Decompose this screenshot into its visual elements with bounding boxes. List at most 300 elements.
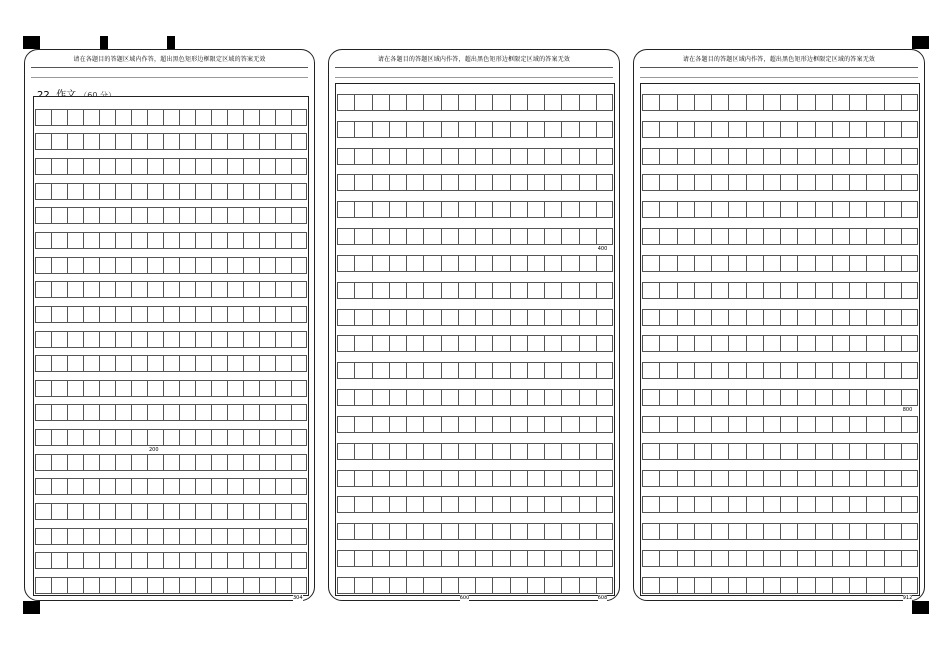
grid-cell[interactable] [797,389,814,406]
grid-cell[interactable] [423,121,440,138]
grid-cell[interactable] [211,257,227,274]
grid-cell[interactable] [728,228,745,245]
grid-cell[interactable] [677,389,694,406]
grid-cell[interactable] [596,121,613,138]
grid-cell[interactable] [337,309,354,326]
grid-cell[interactable] [354,148,371,165]
grid-cell[interactable] [179,429,195,446]
grid-cell[interactable] [746,550,763,567]
grid-cell[interactable] [561,148,578,165]
grid-cell[interactable] [406,416,423,433]
grid-cell[interactable] [389,148,406,165]
grid-cell[interactable] [458,94,475,111]
grid-cell[interactable] [372,148,389,165]
writing-grid-right[interactable] [640,83,920,601]
grid-cell[interactable] [458,121,475,138]
grid-cell[interactable] [458,255,475,272]
grid-cell[interactable] [195,355,211,372]
grid-cell[interactable] [866,282,883,299]
grid-cell[interactable] [243,528,259,545]
grid-cell[interactable] [406,201,423,218]
grid-cell[interactable] [354,282,371,299]
grid-cell[interactable] [510,255,527,272]
grid-cell[interactable] [728,577,745,594]
grid-cell[interactable] [659,577,676,594]
grid-cell[interactable] [832,228,849,245]
grid-cell[interactable] [147,429,163,446]
grid-cell[interactable] [131,158,147,175]
grid-cell[interactable] [131,306,147,323]
grid-cell[interactable] [211,306,227,323]
grid-cell[interactable] [147,257,163,274]
grid-cell[interactable] [67,380,83,397]
grid-cell[interactable] [195,454,211,471]
grid-cell[interactable] [163,133,179,150]
grid-cell[interactable] [67,404,83,421]
grid-cell[interactable] [195,257,211,274]
grid-cell[interactable] [458,335,475,352]
grid-cell[interactable] [211,577,227,594]
grid-cell[interactable] [51,577,67,594]
grid-cell[interactable] [832,496,849,513]
grid-cell[interactable] [291,429,307,446]
grid-cell[interactable] [642,94,659,111]
grid-cell[interactable] [797,174,814,191]
grid-cell[interactable] [815,389,832,406]
grid-cell[interactable] [763,148,780,165]
grid-cell[interactable] [67,331,83,348]
grid-cell[interactable] [406,523,423,540]
grid-cell[interactable] [458,309,475,326]
grid-cell[interactable] [763,577,780,594]
grid-cell[interactable] [711,255,728,272]
grid-cell[interactable] [423,309,440,326]
grid-cell[interactable] [372,416,389,433]
grid-cell[interactable] [694,174,711,191]
grid-cell[interactable] [677,228,694,245]
grid-cell[interactable] [728,550,745,567]
grid-cell[interactable] [492,577,509,594]
grid-cell[interactable] [642,577,659,594]
grid-cell[interactable] [406,174,423,191]
grid-cell[interactable] [728,523,745,540]
grid-cell[interactable] [815,362,832,379]
grid-cell[interactable] [372,550,389,567]
grid-cell[interactable] [728,362,745,379]
grid-cell[interactable] [815,228,832,245]
grid-cell[interactable] [243,355,259,372]
grid-cell[interactable] [510,523,527,540]
grid-cell[interactable] [51,331,67,348]
grid-cell[interactable] [763,443,780,460]
grid-cell[interactable] [642,389,659,406]
grid-cell[interactable] [544,174,561,191]
grid-cell[interactable] [51,281,67,298]
grid-cell[interactable] [372,577,389,594]
grid-cell[interactable] [83,528,99,545]
grid-cell[interactable] [797,443,814,460]
grid-cell[interactable] [901,282,918,299]
grid-cell[interactable] [832,523,849,540]
grid-cell[interactable] [35,207,51,224]
grid-cell[interactable] [492,416,509,433]
grid-cell[interactable] [195,404,211,421]
grid-cell[interactable] [389,121,406,138]
grid-cell[interactable] [746,148,763,165]
grid-cell[interactable] [179,158,195,175]
grid-cell[interactable] [763,523,780,540]
grid-cell[interactable] [291,478,307,495]
grid-cell[interactable] [243,552,259,569]
grid-cell[interactable] [527,550,544,567]
grid-cell[interactable] [147,478,163,495]
grid-cell[interactable] [677,94,694,111]
grid-cell[interactable] [337,362,354,379]
grid-cell[interactable] [243,257,259,274]
grid-cell[interactable] [275,380,291,397]
grid-cell[interactable] [527,362,544,379]
grid-cell[interactable] [372,362,389,379]
grid-cell[interactable] [259,528,275,545]
grid-cell[interactable] [227,183,243,200]
grid-cell[interactable] [746,416,763,433]
grid-cell[interactable] [423,228,440,245]
grid-cell[interactable] [99,207,115,224]
grid-cell[interactable] [337,443,354,460]
grid-cell[interactable] [780,282,797,299]
grid-cell[interactable] [35,109,51,126]
grid-cell[interactable] [243,158,259,175]
grid-cell[interactable] [441,282,458,299]
grid-cell[interactable] [441,389,458,406]
grid-cell[interactable] [337,389,354,406]
grid-cell[interactable] [510,550,527,567]
grid-cell[interactable] [832,416,849,433]
grid-cell[interactable] [99,577,115,594]
grid-cell[interactable] [406,362,423,379]
grid-cell[interactable] [275,503,291,520]
grid-cell[interactable] [544,228,561,245]
grid-cell[interactable] [544,201,561,218]
grid-cell[interactable] [780,309,797,326]
grid-cell[interactable] [51,133,67,150]
grid-cell[interactable] [259,257,275,274]
grid-cell[interactable] [406,443,423,460]
grid-cell[interactable] [780,94,797,111]
grid-cell[interactable] [561,577,578,594]
grid-cell[interactable] [291,158,307,175]
grid-cell[interactable] [527,416,544,433]
grid-cell[interactable] [83,109,99,126]
grid-cell[interactable] [83,158,99,175]
grid-cell[interactable] [51,232,67,249]
grid-cell[interactable] [406,121,423,138]
grid-cell[interactable] [677,470,694,487]
grid-cell[interactable] [179,577,195,594]
grid-cell[interactable] [291,331,307,348]
grid-cell[interactable] [275,577,291,594]
grid-cell[interactable] [51,207,67,224]
grid-cell[interactable] [579,201,596,218]
grid-cell[interactable] [579,121,596,138]
grid-cell[interactable] [35,281,51,298]
grid-cell[interactable] [389,255,406,272]
grid-cell[interactable] [746,362,763,379]
grid-cell[interactable] [510,148,527,165]
grid-cell[interactable] [441,362,458,379]
grid-cell[interactable] [67,355,83,372]
grid-cell[interactable] [711,94,728,111]
grid-cell[interactable] [115,183,131,200]
grid-cell[interactable] [147,306,163,323]
grid-cell[interactable] [147,133,163,150]
grid-cell[interactable] [275,158,291,175]
grid-cell[interactable] [866,496,883,513]
grid-cell[interactable] [423,416,440,433]
grid-cell[interactable] [458,282,475,299]
grid-cell[interactable] [275,331,291,348]
grid-cell[interactable] [243,207,259,224]
grid-cell[interactable] [51,454,67,471]
grid-cell[interactable] [780,577,797,594]
grid-cell[interactable] [677,577,694,594]
grid-cell[interactable] [901,523,918,540]
grid-cell[interactable] [694,389,711,406]
grid-cell[interactable] [389,282,406,299]
grid-cell[interactable] [561,282,578,299]
grid-cell[interactable] [179,355,195,372]
grid-cell[interactable] [83,478,99,495]
grid-cell[interactable] [659,496,676,513]
grid-cell[interactable] [544,335,561,352]
grid-cell[interactable] [372,174,389,191]
grid-cell[interactable] [275,281,291,298]
grid-cell[interactable] [561,523,578,540]
grid-cell[interactable] [291,355,307,372]
grid-cell[interactable] [99,281,115,298]
grid-cell[interactable] [51,158,67,175]
grid-cell[interactable] [389,94,406,111]
grid-cell[interactable] [642,255,659,272]
grid-cell[interactable] [99,232,115,249]
grid-cell[interactable] [389,496,406,513]
grid-cell[interactable] [195,503,211,520]
grid-cell[interactable] [815,148,832,165]
grid-cell[interactable] [797,577,814,594]
grid-cell[interactable] [179,109,195,126]
grid-cell[interactable] [83,552,99,569]
grid-cell[interactable] [131,232,147,249]
grid-cell[interactable] [659,228,676,245]
grid-cell[interactable] [866,416,883,433]
grid-cell[interactable] [354,470,371,487]
grid-cell[interactable] [866,255,883,272]
grid-cell[interactable] [131,552,147,569]
grid-cell[interactable] [475,228,492,245]
grid-cell[interactable] [441,309,458,326]
grid-cell[interactable] [51,478,67,495]
grid-cell[interactable] [561,496,578,513]
grid-cell[interactable] [35,158,51,175]
grid-cell[interactable] [866,389,883,406]
grid-cell[interactable] [492,362,509,379]
grid-cell[interactable] [131,257,147,274]
grid-cell[interactable] [832,470,849,487]
grid-cell[interactable] [389,228,406,245]
grid-cell[interactable] [596,577,613,594]
grid-cell[interactable] [492,94,509,111]
grid-cell[interactable] [406,550,423,567]
grid-cell[interactable] [746,577,763,594]
grid-cell[interactable] [83,429,99,446]
grid-cell[interactable] [211,232,227,249]
grid-cell[interactable] [423,443,440,460]
grid-cell[interactable] [275,429,291,446]
grid-cell[interactable] [131,380,147,397]
grid-cell[interactable] [243,380,259,397]
grid-cell[interactable] [163,404,179,421]
grid-cell[interactable] [406,496,423,513]
grid-cell[interactable] [510,228,527,245]
grid-cell[interactable] [115,109,131,126]
grid-cell[interactable] [659,443,676,460]
grid-cell[interactable] [337,121,354,138]
grid-cell[interactable] [163,183,179,200]
grid-cell[interactable] [815,174,832,191]
grid-cell[interactable] [677,335,694,352]
grid-cell[interactable] [746,174,763,191]
grid-cell[interactable] [35,183,51,200]
grid-cell[interactable] [163,306,179,323]
grid-cell[interactable] [163,355,179,372]
grid-cell[interactable] [458,416,475,433]
grid-cell[interactable] [67,478,83,495]
grid-cell[interactable] [579,496,596,513]
grid-cell[interactable] [227,355,243,372]
grid-cell[interactable] [579,255,596,272]
grid-cell[interactable] [291,404,307,421]
grid-cell[interactable] [83,207,99,224]
grid-cell[interactable] [901,470,918,487]
grid-cell[interactable] [458,443,475,460]
grid-cell[interactable] [275,528,291,545]
grid-cell[interactable] [291,306,307,323]
grid-cell[interactable] [195,429,211,446]
grid-cell[interactable] [544,282,561,299]
grid-cell[interactable] [131,207,147,224]
grid-cell[interactable] [115,552,131,569]
grid-cell[interactable] [83,577,99,594]
grid-cell[interactable] [131,183,147,200]
grid-cell[interactable] [441,550,458,567]
grid-cell[interactable] [83,183,99,200]
grid-cell[interactable] [746,309,763,326]
grid-cell[interactable] [659,121,676,138]
grid-cell[interactable] [596,309,613,326]
grid-cell[interactable] [115,577,131,594]
grid-cell[interactable] [596,228,613,245]
grid-cell[interactable] [475,577,492,594]
grid-cell[interactable] [389,470,406,487]
grid-cell[interactable] [115,454,131,471]
grid-cell[interactable] [243,478,259,495]
grid-cell[interactable] [763,362,780,379]
grid-cell[interactable] [275,454,291,471]
grid-cell[interactable] [147,454,163,471]
grid-cell[interactable] [354,496,371,513]
grid-cell[interactable] [579,550,596,567]
grid-cell[interactable] [763,94,780,111]
grid-cell[interactable] [642,362,659,379]
grid-cell[interactable] [337,550,354,567]
grid-cell[interactable] [406,577,423,594]
grid-cell[interactable] [849,282,866,299]
grid-cell[interactable] [83,404,99,421]
grid-cell[interactable] [163,429,179,446]
grid-cell[interactable] [815,443,832,460]
grid-cell[interactable] [227,454,243,471]
grid-cell[interactable] [527,443,544,460]
grid-cell[interactable] [406,309,423,326]
grid-cell[interactable] [849,523,866,540]
grid-cell[interactable] [259,331,275,348]
grid-cell[interactable] [227,429,243,446]
grid-cell[interactable] [67,109,83,126]
grid-cell[interactable] [131,331,147,348]
grid-cell[interactable] [849,174,866,191]
grid-cell[interactable] [677,148,694,165]
grid-cell[interactable] [711,121,728,138]
grid-cell[interactable] [179,404,195,421]
grid-cell[interactable] [527,94,544,111]
grid-cell[interactable] [115,355,131,372]
grid-cell[interactable] [711,443,728,460]
grid-cell[interactable] [275,109,291,126]
grid-cell[interactable] [179,552,195,569]
grid-cell[interactable] [243,503,259,520]
grid-cell[interactable] [780,550,797,567]
grid-cell[interactable] [746,470,763,487]
grid-cell[interactable] [337,282,354,299]
grid-cell[interactable] [179,257,195,274]
grid-cell[interactable] [527,496,544,513]
grid-cell[interactable] [579,282,596,299]
grid-cell[interactable] [259,503,275,520]
grid-cell[interactable] [901,201,918,218]
grid-cell[interactable] [832,577,849,594]
grid-cell[interactable] [596,496,613,513]
grid-cell[interactable] [492,228,509,245]
grid-cell[interactable] [711,148,728,165]
grid-cell[interactable] [227,207,243,224]
grid-cell[interactable] [372,255,389,272]
grid-cell[interactable] [179,232,195,249]
grid-cell[interactable] [884,148,901,165]
grid-cell[interactable] [243,404,259,421]
grid-cell[interactable] [83,454,99,471]
grid-cell[interactable] [423,148,440,165]
grid-cell[interactable] [243,429,259,446]
grid-cell[interactable] [677,496,694,513]
grid-cell[interactable] [458,470,475,487]
grid-cell[interactable] [372,496,389,513]
grid-cell[interactable] [372,201,389,218]
grid-cell[interactable] [259,404,275,421]
grid-cell[interactable] [372,309,389,326]
grid-cell[interactable] [163,158,179,175]
grid-cell[interactable] [866,550,883,567]
grid-cell[interactable] [35,429,51,446]
